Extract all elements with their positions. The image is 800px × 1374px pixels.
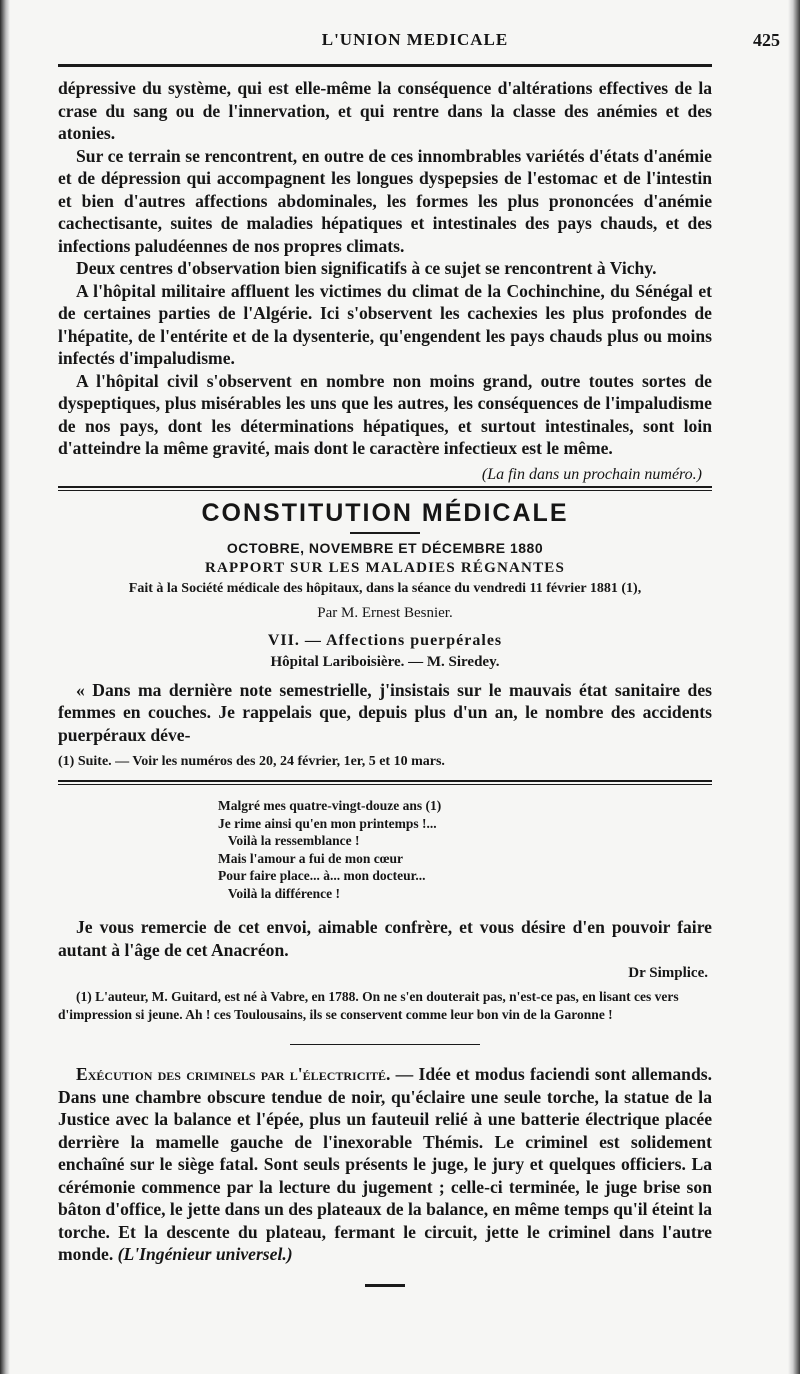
poem-line: Pour faire place... à... mon docteur...: [218, 868, 426, 883]
poem: [218, 797, 712, 902]
paragraph: Deux centres d'observation bien significatifs à ce sujet se rencontrent à Vichy.: [76, 258, 657, 278]
author-line: Par M. Ernest Besnier.: [317, 604, 453, 621]
poem-line: Je rime ainsi qu'en mon printemps !...: [218, 815, 437, 831]
divider-rule: [290, 1044, 480, 1045]
paragraph: « Dans ma dernière note semestrielle, j'insistais sur le mauvais état sanitaire des femmes en couches. Je rappelais que, depuis plus d'un an, le nombre des accidents puerpéraux déve-: [58, 679, 712, 745]
paragraph: A l'hôpital militaire affluent les victimes du climat de la Cochinchine, du Sénégal et de certaines parties de l'Algérie. Ici s'observent les cachexies les plus profondes de l'hépatite, de l'entérite et de la dysenterie, qu'engendent les pays chauds plus ou moins infectés d'impaludisme.: [58, 280, 712, 368]
paragraph: dépressive du système, qui est elle-même la conséquence d'altérations effectives de la crase du sang ou de l'innervation, et qui rentre dans la classe des anémies et des atonies.: [58, 78, 712, 143]
section-subtitle: OCTOBRE, NOVEMBRE ET DÉCEMBRE 1880: [226, 539, 544, 556]
paragraph: Sur ce terrain se rencontrent, en outre de ces innombrables variétés d'états d'anémie et de dépression qui accompagnent les longues dyspepsies de l'estomac et de l'intestin et bien d'autres affections abdominales, les formes les plus prononcées d'anémie cachectisante, suites de maladies hépatiques et intestinales des pays chauds, et des infections paludéennes de nos propres climats.: [58, 145, 712, 256]
poem-line: Mais l'amour a fui de mon cœur: [218, 850, 403, 866]
article-continuation: [58, 77, 712, 460]
poem-line: Malgré mes quatre-vingt-douze ans (1): [218, 798, 442, 813]
running-title: L'UNION MEDICALE: [321, 30, 509, 49]
title-rule: [350, 532, 420, 534]
execution-article: [58, 1063, 712, 1266]
signature: Dr Simplice.: [628, 965, 708, 981]
continuation-note: (La fin dans un prochain numéro.): [481, 465, 702, 483]
execution-heading: Exécution des criminels par l'électricité.: [76, 1064, 391, 1084]
poem-line: Voilà la différence !: [218, 885, 340, 901]
paragraph: Je vous remercie de cet envoi, aimable confrère, et vous désire d'en pouvoir faire autant à l'âge de cet Anacréon.: [58, 917, 712, 960]
section-rule: [58, 780, 712, 785]
execution-source: (L'Ingénieur universel.): [117, 1244, 293, 1264]
poem-reply: [58, 916, 712, 961]
report-title: RAPPORT SUR LES MALADIES RÉGNANTES: [204, 559, 566, 576]
page-number: 425: [753, 30, 780, 50]
section-rule: [58, 486, 712, 491]
execution-text: — Idée et modus faciendi sont allemands. Dans une chambre obscure tendue de noir, qu'éclaire une seule torche, la statue de la Justice avec la balance et l'épée, plus un fauteuil relié à une batterie électrique placée derrière la mamelle gauche de l'inexorable Thémis. Le criminel est solidement enchaîné sur le siège fatal. Sont seuls présents le juge, le jury et quelques officiers. La cérémonie commence par la lecture du jugement ; celle-ci terminée, le juge brise son bâton d'office, le jette dans un des plateaux de la balance, en même temps qu'il éteint la torche. Et la descente du plateau, fermant le circuit, jette le criminel dans l'autre monde.: [58, 1064, 712, 1264]
constitution-text: [58, 679, 712, 747]
footnote: (1) Suite. — Voir les numéros des 20, 24 février, 1er, 5 et 10 mars.: [58, 754, 445, 769]
paragraph: A l'hôpital civil s'observent en nombre non moins grand, outre toutes sortes de dyspeptiques, plus misérables les uns que les autres, les conséquences de l'impaludisme de nos pays, dont les déterminations hépatiques, et surtout intestinales, sont loin d'atteindre la même gravité, mais dont le caractère infectieux est le même.: [58, 370, 712, 458]
running-head: [118, 0, 780, 54]
bottom-rule: [365, 1284, 405, 1287]
report-line: Fait à la Société médicale des hôpitaux, dans la séance du vendredi 11 février 1881 (1),: [128, 580, 642, 596]
poem-footnote: (1) L'auteur, M. Guitard, est né à Vabre, en 1788. On ne s'en douterait pas, n'est-ce pas, en lisant ces vers d'impression si jeune. Ah ! ces Toulousains, ils se conservent comme leur bon vin de la Garonne !: [58, 989, 679, 1022]
chapter-title: VII. — Affections puerpérales: [267, 631, 503, 649]
poem-line: Voilà la ressemblance !: [218, 833, 360, 848]
hospital-line: Hôpital Lariboisière. — M. Siredey.: [270, 653, 500, 670]
section-title: CONSTITUTION MÉDICALE: [201, 498, 569, 527]
